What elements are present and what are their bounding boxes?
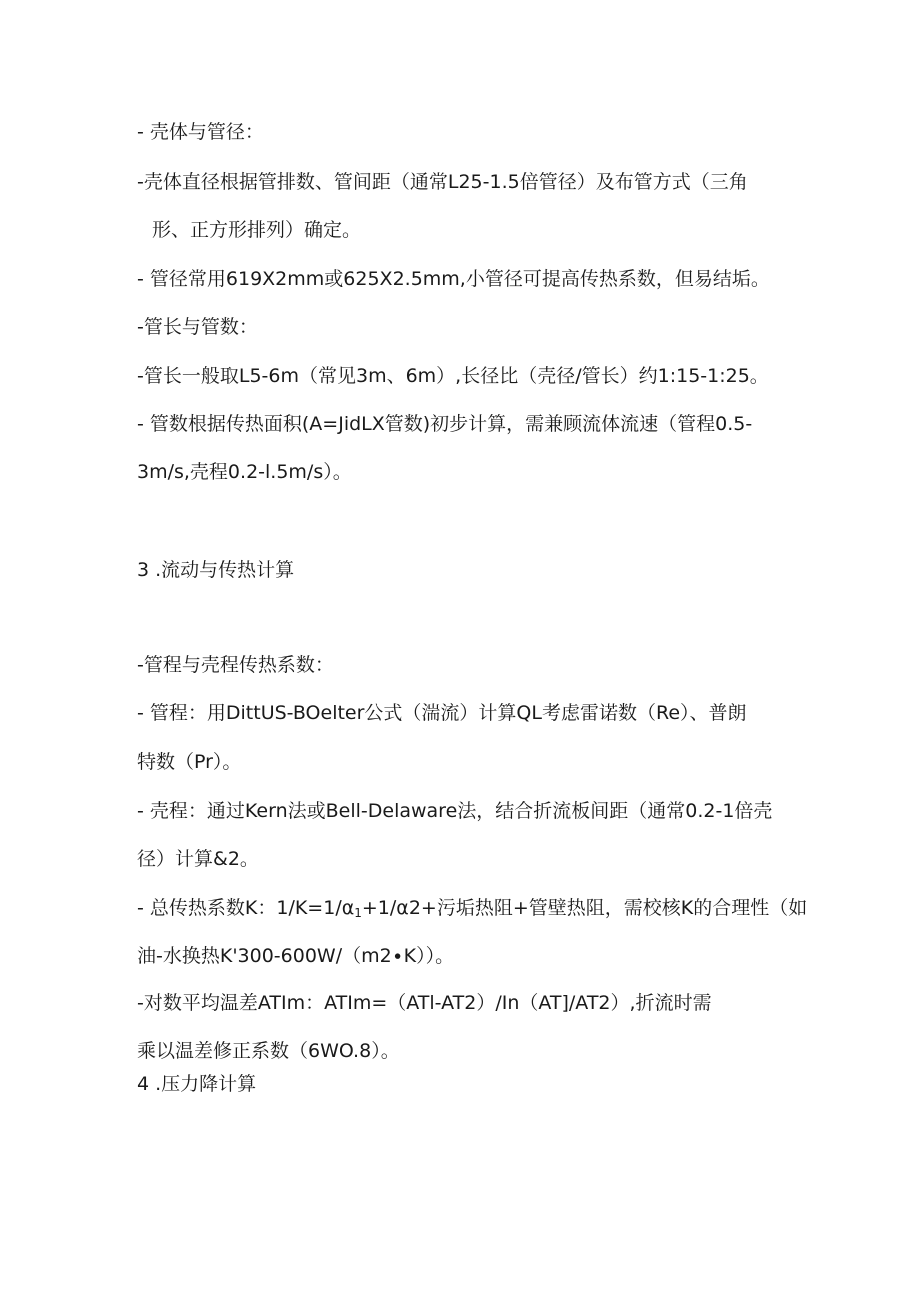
paragraph-tube-side-cont: 特数（Pr）。 xyxy=(137,751,242,773)
paragraph-overall-coefficient-cont: 油-水换热K'300-600W∕（m2∙K））。 xyxy=(137,945,455,967)
overall-coefficient-label: - 总传热系数K： xyxy=(137,897,277,919)
section-heading-flow-and-heat: 3 .流动与传热计算 xyxy=(137,559,295,581)
heading-heat-transfer-coefficients: -管程与壳程传热系数： xyxy=(137,654,334,676)
overall-coefficient-formula: 1∕K=1∕α xyxy=(276,897,355,919)
paragraph-overall-coefficient xyxy=(137,897,807,920)
heading-shell-and-tube-diameter: - 壳体与管径： xyxy=(137,121,264,143)
paragraph-shell-diameter-cont: 形、正方形排列）确定。 xyxy=(152,219,362,241)
paragraph-tube-side: - 管程：用DittUS-BOelter公式（湍流）计算QL考虑雷诺数（Re）、普朗 xyxy=(137,702,747,724)
heading-tube-length-and-count: -管长与管数： xyxy=(137,316,258,338)
paragraph-lmtd-cont: 乘以温差修正系数（6WO.8）。 xyxy=(137,1040,400,1062)
paragraph-shell-diameter: -壳体直径根据管排数、管间距（通常L25-1.5倍管径）及布管方式（三角 xyxy=(137,171,748,193)
paragraph-shell-side: - 壳程：通过Kern法或Bell-Delaware法，结合折流板间距（通常0.2-1倍壳 xyxy=(137,800,773,822)
paragraph-lmtd: -对数平均温差ATIm：ATIm=（ATl-AT2）/In（AT]/AT2）,折流时需 xyxy=(137,992,712,1014)
paragraph-tube-length: -管长一般取L5-6m（常见3m、6m）,长径比（壳径/管长）约1:15-1:25。 xyxy=(137,365,769,387)
paragraph-tube-count: - 管数根据传热面积(A=JidLX管数)初步计算，需兼顾流体流速（管程0.5- xyxy=(137,413,753,435)
section-heading-pressure-drop: 4 .压力降计算 xyxy=(137,1073,257,1095)
overall-coefficient-formula-rest: +1∕α2+污垢热阻+管壁热阻，需校核K的合理性（如 xyxy=(361,897,808,919)
paragraph-tube-diameter: - 管径常用619X2mm或625X2.5mm,小管径可提高传热系数，但易结垢。 xyxy=(137,268,770,290)
paragraph-shell-side-cont: 径）计算&2。 xyxy=(137,848,259,870)
paragraph-tube-count-cont: 3m∕s,壳程0.2-l.5m/s）。 xyxy=(137,461,352,483)
formula-subscript: 1 xyxy=(354,906,362,920)
